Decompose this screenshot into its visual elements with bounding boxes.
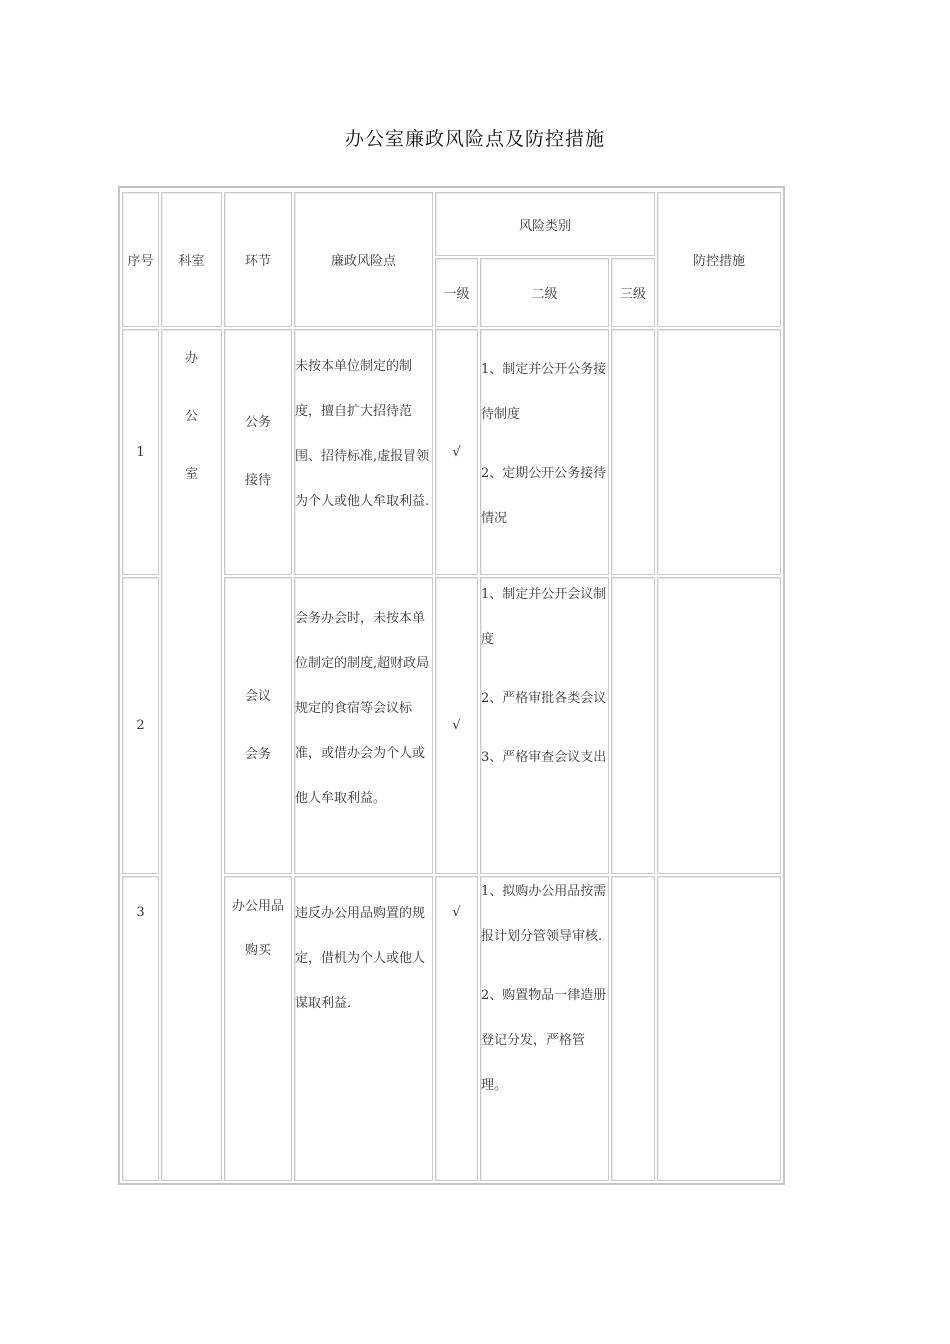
dept-cell xyxy=(161,329,222,1181)
row-1-level2-cell xyxy=(480,329,609,575)
row-2-level1: √ xyxy=(435,577,478,874)
header-seq: 序号 xyxy=(122,192,159,327)
row-2-stage-cell xyxy=(224,577,292,874)
row-1-measures xyxy=(657,329,781,575)
row-3-level2 xyxy=(481,869,608,1122)
row-3-measures xyxy=(657,876,781,1181)
header-dept: 科室 xyxy=(161,192,222,327)
row-2-risk-cell xyxy=(294,577,433,874)
header-measures: 防控措施 xyxy=(657,192,781,327)
row-3-stage: 办公用品 购买 xyxy=(231,899,284,958)
row-1-level1: √ xyxy=(435,329,478,575)
row-1-seq: 1 xyxy=(122,329,159,575)
header-stage: 环节 xyxy=(224,192,292,327)
row-2-level2-item: 1、制定并公开会议制度 xyxy=(481,587,607,647)
row-2-level2-item: 2、严格审批各类会议 xyxy=(481,691,607,706)
header-level3: 三级 xyxy=(611,258,655,327)
page-title: 办公室廉政风险点及防控措施 xyxy=(344,128,605,150)
row-2-level3 xyxy=(611,577,655,874)
row-1-risk-cell xyxy=(294,329,433,575)
row-3-level3 xyxy=(611,876,655,1181)
row-1-level2 xyxy=(481,347,608,555)
row-3-level2-cell xyxy=(480,876,609,1181)
row-3-level2-item: 2、购置物品一律造册登记分发，严格管理。 xyxy=(481,988,607,1093)
row-3-risk-cell xyxy=(294,876,433,1181)
row-1-risk-point: 未按本单位制定的制度，擅自扩大招待范围、招待标准,虚报冒领为个人或他人牟取利益. xyxy=(295,359,430,509)
row-2-measures xyxy=(657,577,781,874)
row-2-risk-point: 会务办会时，未按本单位制定的制度,超财政局规定的食宿等会议标准，或借办会为个人或他人牟取利益。 xyxy=(295,611,430,806)
header-risk-point: 廉政风险点 xyxy=(294,192,433,327)
row-3-level2-item: 1、拟购办公用品按需报计划分管领导审核. xyxy=(481,884,607,944)
row-3-level1: √ xyxy=(452,905,461,920)
row-3-seq-cell xyxy=(122,876,159,1181)
dept-name: 办 公 室 xyxy=(184,351,198,482)
row-2-level2-item: 3、严格审查会议支出 xyxy=(481,750,607,765)
row-1-level3 xyxy=(611,329,655,575)
row-1-stage: 公务 接待 xyxy=(244,415,271,488)
row-1-level2-item: 2、定期公开公务接待情况 xyxy=(481,466,607,526)
row-2-level2 xyxy=(481,572,608,794)
row-2-level2-cell xyxy=(480,577,609,874)
row-3-seq: 3 xyxy=(136,905,145,920)
row-3-stage-cell xyxy=(224,876,292,1181)
row-1-stage-cell xyxy=(224,329,292,575)
header-level1: 一级 xyxy=(435,258,478,327)
row-1-level2-item: 1、制定并公开公务接待制度 xyxy=(481,362,607,422)
row-2-seq: 2 xyxy=(122,577,159,874)
row-3-risk-point: 违反办公用品购置的规定，借机为个人或他人谋取利益. xyxy=(295,906,426,1011)
row-3-level1-cell xyxy=(435,876,478,1181)
header-level2: 二级 xyxy=(480,258,609,327)
row-2-stage: 会议 会务 xyxy=(244,688,271,762)
header-risk-category: 风险类别 xyxy=(435,192,655,256)
